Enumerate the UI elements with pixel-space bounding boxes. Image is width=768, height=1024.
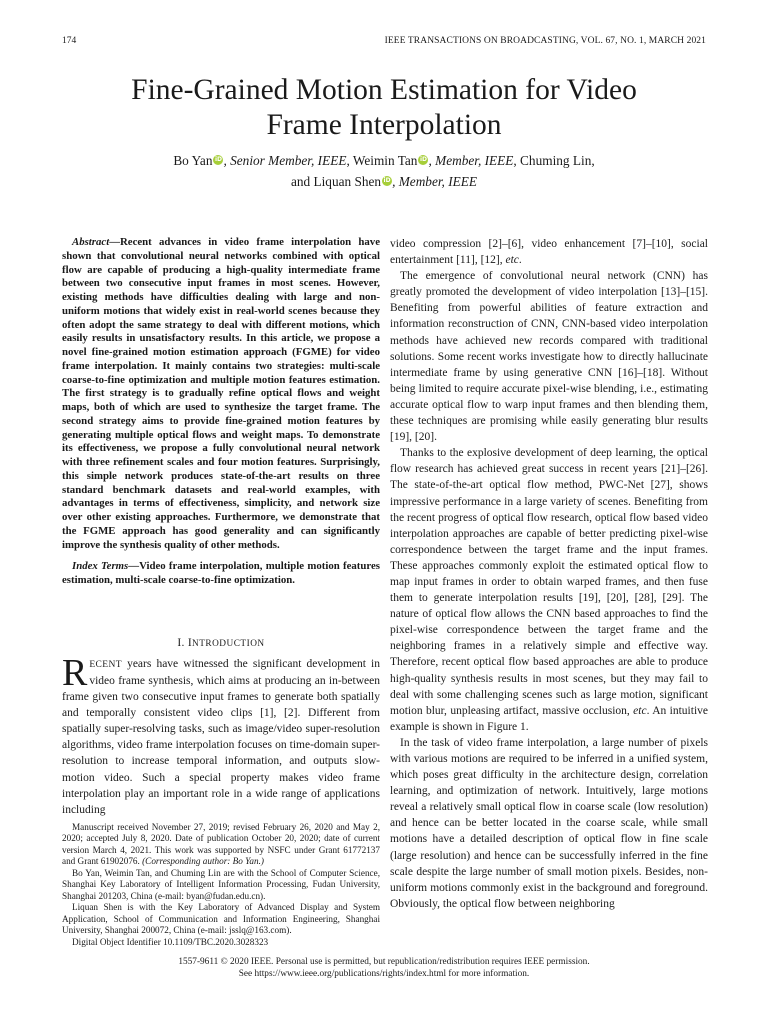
body-paragraph-3: In the task of video frame interpolation, a large number of pixels with various motions are required to be inferred in a unified system, which poses great difficulty in the architecture design, correlation learning, and optimization of network. Intuitively, large motions reveal a relatively small optical flow in coarse scale (low resolution) and hence can be better located in the coarse scale, while small motions have a detailed description of optical flow in fine scale (large resolution) and hence can be successfully inferred in the fine scale despite the large number of small motion pixels. Besides, non-uniform motions commonly exist in the background and foreground. Obviously, the optical flow between neighboring [390, 736, 708, 910]
author-role: , Senior Member, IEEE [223, 153, 347, 168]
orcid-icon[interactable]: iD [419, 156, 427, 163]
index-terms-label: Index Terms [72, 560, 129, 573]
body-paragraph-2: Thanks to the explosive development of deep learning, the optical flow research has achieved great success in recent years [21]–[26]. The state-of-the-art optical flow method, PWC-Net [27], shows impressive performance in a large variety of scenes. Benefiting from the recent progress of optical flow research, optical flow based video interpolation approaches are capable of better predicting pixel-wise correspondence between the target frame and the input frames. These approaches commonly exploit the estimated optical flow to map input frames in order to obtain warped frames, and then fuse them to generate interpolation results [19], [20], [28], [29]. The nature of optical flow allows the CNN based approaches to find the pixel-wise correspondence between the target frame and the neighboring frames in a relatively simple and effective way. Therefore, recent optical flow based approaches are able to produce high-quality synthesis results in most scenes, but they may fail to deal with some challenging scenes such as large motion, significant motion blur, unpleasing artifact, massive occlusion, etc. An intuitive example is shown in Figure 1. [390, 447, 708, 733]
abstract [62, 236, 380, 552]
title-line-2: Frame Interpolation [266, 109, 502, 141]
abstract-text: —Recent advances in video frame interpolation have shown that convolutional neural networks combined with optical flow are capable of producing a high-quality intermediate frame between two consecutive input frames in most scenes. However, existing methods have difficulties dealing with large and non-uniform motions that widely exist in real-world scenes because they often adopt the same strategy to deal with different motions, which easily results in unsatisfactory results. In this article, we propose a novel fine-grained motion estimation approach (FGME) for video frame interpolation. It mainly contains two strategies: multi-scale coarse-to-fine optimization and multiple motion features estimation. The first strategy is to gradually refine optical flows and weight maps, both of which are used to synthesize the target frame. The second strategy aims to provide fine-grained motion features by generating multiple optical flows and weight maps. To demonstrate its effectiveness, we propose a fully convolutional neural network with three refinement scales and four motion features. Surprisingly, this simple network produces state-of-the-art results on three standard benchmark datasets and real-world examples, with advantages in terms of effectiveness, simplicity, and network size over other existing approaches. Furthermore, we demonstrate that the FGME approach has good generality and can significantly improve the synthesis quality of other methods. [62, 236, 380, 551]
right-column [390, 236, 708, 912]
footnote-affiliation-2: Liquan Shen is with the Key Laboratory of Advanced Display and System Application, School of Communication and Information Engineering, Shanghai University, Shanghai 200072, China (e-mail: jsslq@163.com). [62, 902, 380, 936]
author-list [60, 150, 708, 192]
running-header: IEEE TRANSACTIONS ON BROADCASTING, VOL. 67, NO. 1, MARCH 2021 [384, 36, 706, 46]
author-bo-yan: Bo Yan [173, 153, 213, 168]
intro-text: years have witnessed the significant development in video frame synthesis, which aims at producing an in-between frame given two consecutive input frames to generate both spatially and temporally consistent video clips [1], [2]. Different from spatially super-resolving tasks, such as image/video super-resolution algorithms, video frame interpolation focuses on time-domain super-resolution to increase temporal information, and outputs slow-motion video. Such a special property makes video frame interpolation play an important role in a wide range of applications including [62, 657, 380, 816]
section-heading-introduction: I. INTRODUCTION [177, 636, 265, 649]
paper-title [60, 73, 708, 143]
intro-smallcaps: ECENT [89, 659, 122, 670]
author-weimin-tan: , Weimin Tan [346, 153, 418, 168]
body-paragraph-0: video compression [2]–[6], video enhancement [7]–[10], social entertainment [11], [12], etc. [390, 238, 708, 267]
author-chuming-lin: , Chuming Lin, [513, 153, 595, 168]
orcid-icon[interactable]: iD [383, 177, 391, 184]
title-line-1: Fine-Grained Motion Estimation for Video [131, 74, 637, 106]
copyright-line-2: See https://www.ieee.org/publications/rights/index.html for more information. [238, 969, 530, 979]
copyright-notice [0, 956, 768, 980]
index-terms [62, 560, 380, 588]
author-liquan-shen: and Liquan Shen [290, 174, 382, 189]
footnotes [62, 822, 380, 948]
left-column [62, 236, 380, 818]
footnote-manuscript: Manuscript received November 27, 2019; revised February 26, 2020 and May 2, 2020; accepted July 8, 2020. Date of publication October 20, 2020; date of current version March 4, 2021. This work was supported by NSFC under Grant 61772137 and Grant 61902076. (Corresponding author: Bo Yan.) [62, 822, 380, 867]
author-line-2 [60, 171, 708, 192]
footnote-doi: Digital Object Identifier 10.1109/TBC.2020.3028323 [72, 936, 269, 947]
orcid-icon[interactable]: iD [214, 156, 222, 163]
author-role: , Member, IEEE [428, 153, 514, 168]
abstract-label: Abstract [72, 236, 110, 248]
body-paragraph-1: The emergence of convolutional neural network (CNN) has greatly promoted the development of video interpolation [13]–[15]. Benefiting from powerful abilities of feature extraction and information reconstruction of CNN, CNN-based video interpolation methods have achieved new records compared with traditional solutions. Some recent works investigate how to directly hallucinate intermediate frame by using generative CNN [16]–[18]. Without being limited to require accurate pixel-wise blending, i.e., estimating accurate optical flow to warp input frames and then blending them, these techniques are promising while easily generating blur results [19], [20]. [390, 270, 708, 444]
author-line-1 [60, 150, 708, 171]
author-role: , Member, IEEE [392, 174, 478, 189]
footnote-affiliation-1: Bo Yan, Weimin Tan, and Chuming Lin are with the School of Computer Science, Shanghai Key Laboratory of Intelligent Information Processing, Fudan University, Shanghai 201203, China (e-mail: byan@fudan.edu.cn). [62, 867, 380, 901]
intro-paragraph [62, 651, 380, 818]
index-terms-text: —Video frame interpolation, multiple motion features estimation, multi-scale coarse-to-fine optimization. [62, 560, 380, 586]
copyright-line-1: 1557-9611 © 2020 IEEE. Personal use is permitted, but republication/redistribution requires IEEE permission. [178, 957, 590, 967]
page-number: 174 [62, 36, 77, 46]
drop-cap: R [62, 651, 88, 694]
